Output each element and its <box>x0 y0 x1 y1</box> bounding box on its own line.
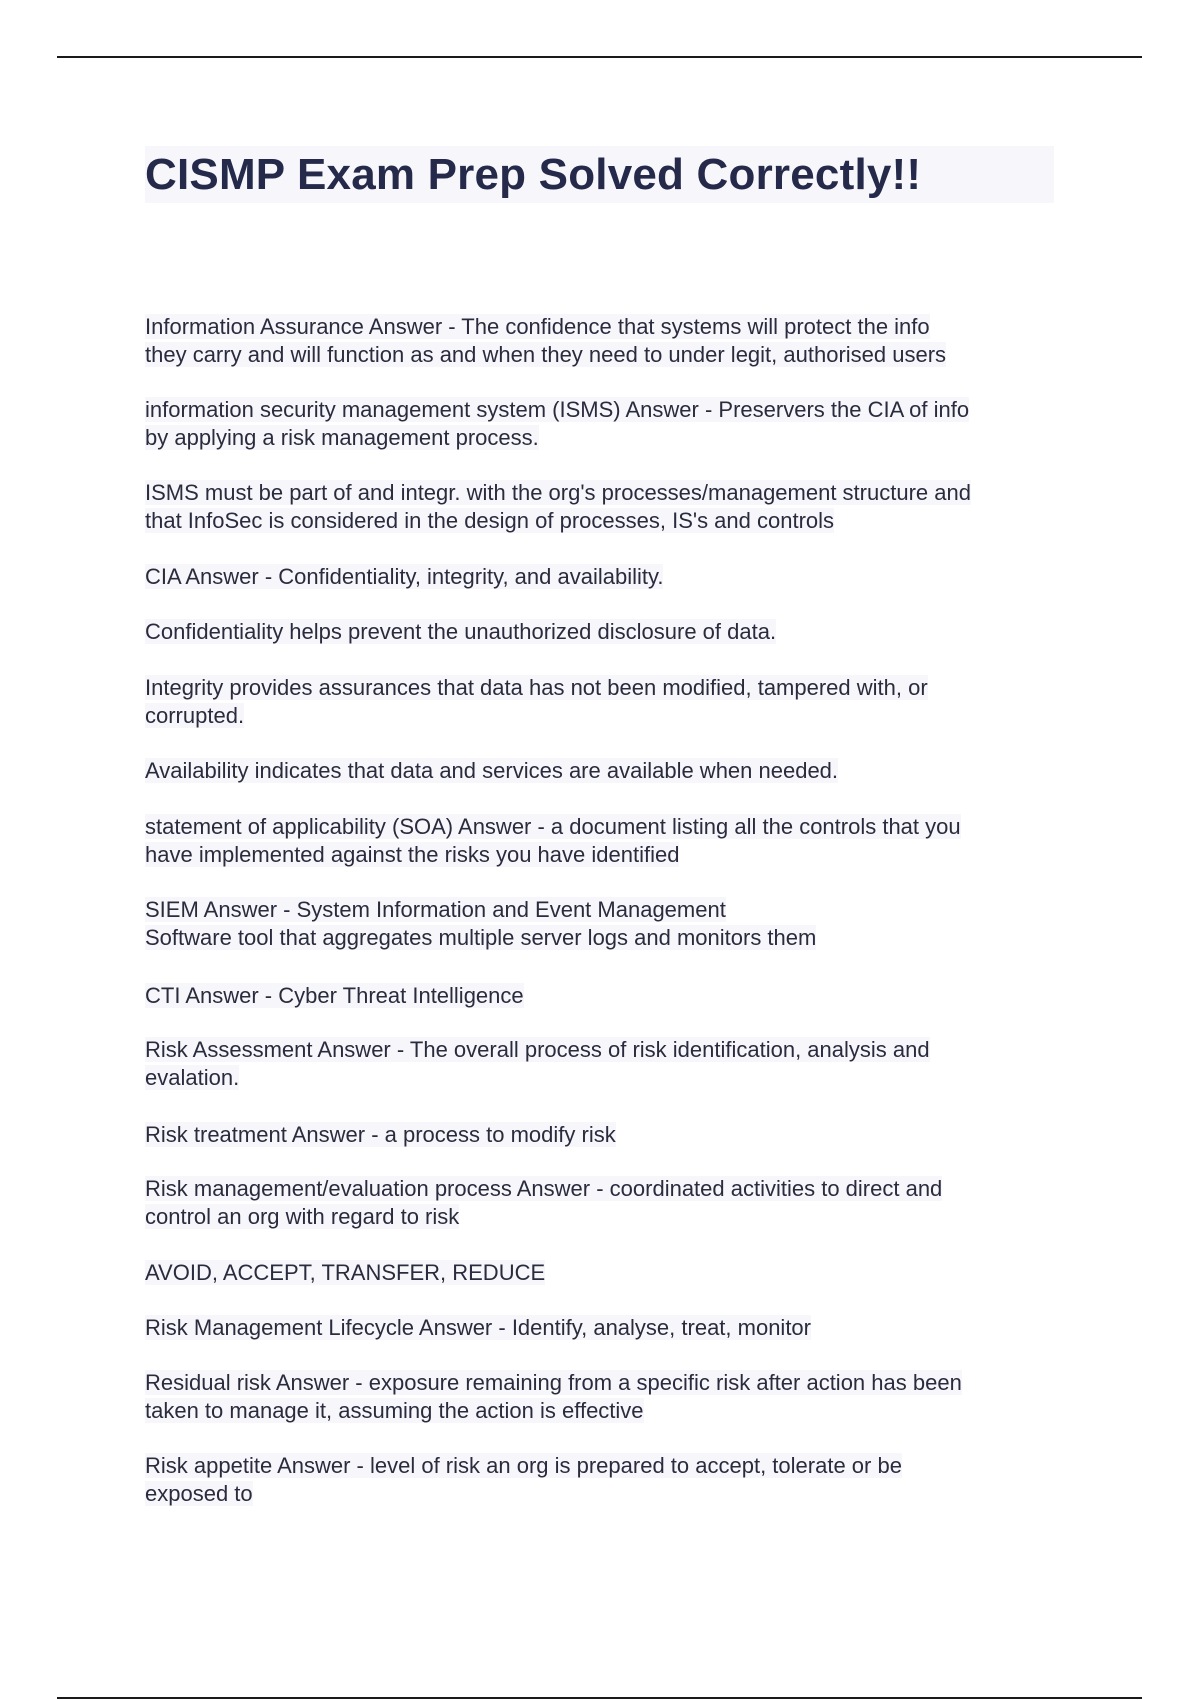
qa-entry <box>145 1452 1065 1508</box>
entry-line: Availability indicates that data and services are available when needed. <box>145 758 839 783</box>
qa-entry <box>145 982 1065 1010</box>
entry-line: evalation. <box>145 1065 240 1090</box>
entry-line: CTI Answer - Cyber Threat Intelligence <box>145 983 524 1008</box>
top-divider <box>57 56 1142 58</box>
qa-entry <box>145 618 1065 646</box>
entry-line: ISMS must be part of and integr. with the org's processes/management structure and <box>145 480 971 505</box>
entry-line: Risk treatment Answer - a process to modify risk <box>145 1122 616 1147</box>
entry-line: they carry and will function as and when they need to under legit, authorised users <box>145 342 947 367</box>
qa-entry <box>145 563 1065 591</box>
entry-line: Integrity provides assurances that data has not been modified, tampered with, or <box>145 675 928 700</box>
qa-entry <box>145 896 1065 952</box>
qa-entry <box>145 1121 1065 1149</box>
entry-line: have implemented against the risks you have identified <box>145 842 680 867</box>
entry-line: Software tool that aggregates multiple server logs and monitors them <box>145 925 817 950</box>
entry-line: Information Assurance Answer - The confidence that systems will protect the info <box>145 314 930 339</box>
qa-entry <box>145 813 1065 869</box>
entry-line: Risk management/evaluation process Answer - coordinated activities to direct and <box>145 1176 943 1201</box>
entry-line: SIEM Answer - System Information and Event Management <box>145 897 726 922</box>
page-title: CISMP Exam Prep Solved Correctly!! <box>145 150 922 199</box>
bottom-divider <box>57 1697 1142 1699</box>
qa-entry <box>145 674 1065 730</box>
entry-line: Risk appetite Answer - level of risk an org is prepared to accept, tolerate or be <box>145 1453 902 1478</box>
entry-line: Risk Assessment Answer - The overall process of risk identification, analysis and <box>145 1037 930 1062</box>
entry-line: Confidentiality helps prevent the unauthorized disclosure of data. <box>145 619 777 644</box>
qa-entry <box>145 1369 1065 1425</box>
entry-line: exposed to <box>145 1481 253 1506</box>
entry-line: information security management system (ISMS) Answer - Preservers the CIA of info <box>145 397 970 422</box>
qa-entry <box>145 1259 1065 1287</box>
qa-entry <box>145 1175 1065 1231</box>
entry-line: control an org with regard to risk <box>145 1204 460 1229</box>
entry-line: Residual risk Answer - exposure remaining from a specific risk after action has been <box>145 1370 962 1395</box>
qa-entry <box>145 479 1065 535</box>
entry-line: corrupted. <box>145 703 245 728</box>
entry-line: by applying a risk management process. <box>145 425 539 450</box>
entry-line: AVOID, ACCEPT, TRANSFER, REDUCE <box>145 1260 546 1285</box>
entry-line: taken to manage it, assuming the action is effective <box>145 1398 644 1423</box>
qa-entry <box>145 757 1065 785</box>
qa-entry <box>145 313 1065 369</box>
entry-line: CIA Answer - Confidentiality, integrity, and availability. <box>145 564 664 589</box>
entry-line: Risk Management Lifecycle Answer - Identify, analyse, treat, monitor <box>145 1315 811 1340</box>
entry-line: that InfoSec is considered in the design of processes, IS's and controls <box>145 508 835 533</box>
title-banner <box>145 146 1054 203</box>
entry-line: statement of applicability (SOA) Answer - a document listing all the controls that you <box>145 814 961 839</box>
qa-entry <box>145 1036 1065 1092</box>
qa-entry <box>145 1314 1065 1342</box>
qa-entry <box>145 396 1065 452</box>
